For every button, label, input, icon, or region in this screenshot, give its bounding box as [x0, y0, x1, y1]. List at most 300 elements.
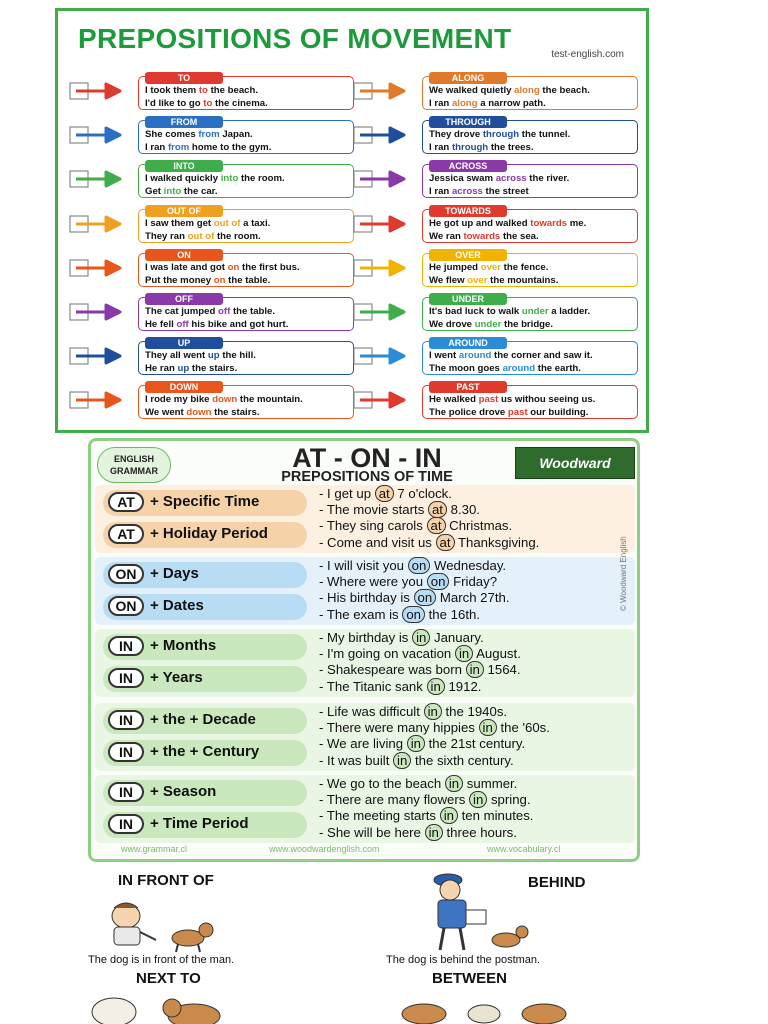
next-to-heading: NEXT TO — [136, 970, 201, 987]
sentence-part: Get — [145, 186, 164, 198]
sentence-part: - Shakespeare was born — [319, 662, 466, 678]
circled-preposition: in — [445, 775, 463, 792]
sentence-part: January. — [430, 630, 484, 645]
arrow-under-bridge-icon — [350, 294, 412, 330]
circled-preposition: in — [425, 824, 443, 841]
preposition-pill: ON — [108, 596, 144, 616]
sentence-part: the table. — [225, 274, 271, 286]
highlighted-preposition: over — [467, 274, 488, 286]
sentence-part: - The movie starts — [319, 502, 428, 518]
example-sentence — [145, 394, 303, 405]
sentence-part: us withou seeing us. — [498, 394, 596, 406]
time-example-sentence — [319, 736, 525, 751]
sentence-part: his bike and got hurt. — [188, 319, 289, 330]
sentence-part: the mountains. — [487, 274, 559, 286]
sentence-part: the cinema. — [212, 98, 268, 109]
highlighted-preposition: past — [478, 394, 499, 406]
highlighted-preposition: into — [163, 186, 182, 198]
sentence-part: The moon goes — [429, 363, 503, 375]
circled-preposition: in — [393, 752, 411, 769]
rule-text: + Specific Time — [150, 493, 260, 510]
time-footer — [95, 843, 635, 857]
sentence-part: - The Titanic sank — [319, 678, 427, 694]
example-sentence — [145, 129, 253, 140]
sentence-part: our building. — [527, 407, 589, 419]
highlighted-preposition: to — [203, 98, 213, 109]
preposition-tag: THROUGH — [429, 116, 507, 128]
sentence-part: - The exam is — [319, 606, 403, 622]
highlighted-preposition: off — [176, 319, 189, 330]
time-rule — [103, 522, 307, 548]
sentence-part: - Come and visit us — [319, 534, 436, 550]
circled-preposition: at — [436, 534, 455, 551]
example-sentence — [429, 218, 586, 229]
sentence-part: the table. — [230, 306, 276, 317]
arrow-towards-icon — [350, 206, 412, 242]
movement-example-card — [138, 161, 354, 198]
sentence-part: - She will be here — [319, 824, 425, 840]
sentence-part: three hours. — [442, 824, 517, 840]
preposition-tag: OUT OF — [145, 205, 223, 217]
example-sentence — [145, 350, 256, 361]
example-sentence — [145, 173, 285, 184]
sentence-part: I ran — [429, 98, 452, 109]
circled-preposition: on — [427, 573, 450, 590]
example-sentence — [145, 407, 259, 418]
time-rule — [103, 634, 307, 660]
sentence-part: the car. — [181, 186, 218, 198]
preposition-tag: TOWARDS — [429, 205, 507, 217]
highlighted-preposition: around — [458, 350, 492, 362]
example-sentence — [429, 275, 558, 286]
postman-with-dog-illustration — [416, 870, 566, 954]
preposition-tag: ACROSS — [429, 160, 507, 172]
sentence-part: the room. — [214, 230, 261, 242]
highlighted-preposition: across — [495, 173, 527, 185]
example-sentence — [429, 363, 581, 374]
time-rule — [103, 740, 307, 766]
time-example-sentence — [319, 808, 533, 823]
sentence-part: a taxi. — [240, 217, 271, 229]
time-example-sentence — [319, 590, 510, 605]
arrow-off-box-icon — [66, 294, 128, 330]
time-example-sentence — [319, 679, 481, 694]
english-grammar-badge: ENGLISH GRAMMAR — [97, 447, 171, 483]
sentence-part: the sea. — [500, 230, 539, 242]
sentence-part: The police drove — [429, 407, 508, 419]
sentence-part: March 27th. — [436, 590, 510, 606]
sentence-part: the beach. — [539, 85, 590, 96]
highlighted-preposition: across — [451, 186, 483, 198]
preposition-tag: TO — [145, 72, 223, 84]
sentence-part: We went — [145, 407, 187, 419]
highlighted-preposition: out of — [187, 230, 215, 242]
sentence-part: - There are many flowers — [319, 792, 470, 808]
movement-item-towards — [350, 204, 640, 244]
circled-preposition: in — [407, 735, 425, 752]
sentence-part: Wednesday. — [430, 558, 507, 573]
preposition-tag: FROM — [145, 116, 223, 128]
time-example-sentence — [319, 486, 452, 501]
circled-preposition: in — [455, 645, 473, 662]
movement-example-card — [422, 73, 638, 110]
highlighted-preposition: out of — [213, 217, 241, 229]
arrow-over-icon — [350, 250, 412, 286]
copyright-side-text: © Woodward English — [619, 536, 628, 611]
example-sentence — [429, 142, 534, 153]
man-with-dog-illustration — [104, 894, 244, 954]
highlighted-preposition: towards — [530, 217, 568, 229]
arrow-across-icon — [350, 161, 412, 197]
sentence-part: - I get up — [319, 486, 375, 501]
prepositions-of-place-illustrations — [74, 870, 664, 1024]
behind-heading: BEHIND — [528, 874, 586, 891]
example-sentence — [429, 394, 595, 405]
example-sentence — [429, 98, 546, 109]
movement-title: PREPOSITIONS OF MOVEMENT — [78, 23, 512, 54]
sentence-part: spring. — [487, 792, 531, 808]
highlighted-preposition: along — [451, 98, 478, 109]
sentence-part: the room. — [238, 173, 285, 185]
sentence-part: I ran — [429, 186, 452, 198]
arrow-down-hill-icon — [66, 382, 128, 418]
time-example-sentence — [319, 825, 517, 840]
preposition-pill: IN — [108, 636, 144, 656]
sentence-part: the earth. — [535, 363, 581, 375]
time-example-sentence — [319, 662, 521, 677]
movement-item-around — [350, 336, 640, 376]
time-rule — [103, 812, 307, 838]
circled-preposition: at — [428, 501, 447, 518]
time-title: AT - ON - IN — [292, 443, 442, 473]
sentence-part: He ran — [145, 363, 178, 375]
movement-example-card — [422, 117, 638, 154]
sentence-part: the river. — [526, 173, 570, 185]
sentence-part: The cat jumped — [145, 306, 219, 317]
movement-example-card — [138, 382, 354, 419]
example-sentence — [145, 142, 271, 153]
sentence-part: 1564. — [483, 662, 521, 678]
sentence-part: I'd like to go — [145, 98, 204, 109]
example-sentence — [145, 319, 288, 330]
preposition-tag: UNDER — [429, 293, 507, 305]
sentence-part: I ran — [145, 142, 168, 154]
movement-item-through — [350, 115, 640, 155]
rule-text: + Dates — [150, 597, 204, 614]
sentence-part: He jumped — [429, 261, 481, 273]
sentence-part: I took them — [145, 85, 199, 96]
sentence-part: ten minutes. — [457, 808, 534, 824]
highlighted-preposition: past — [507, 407, 528, 419]
in-front-of-heading: IN FRONT OF — [118, 872, 214, 889]
sentence-part: the 16th. — [424, 606, 480, 622]
sentence-part: I saw them get — [145, 217, 214, 229]
example-sentence — [145, 306, 275, 317]
sentence-part: Christmas. — [445, 518, 513, 534]
arrow-into-box-icon — [66, 161, 128, 197]
movement-item-over — [350, 248, 640, 288]
sentence-part: 8.30. — [446, 502, 480, 518]
time-example-sentence — [319, 502, 480, 517]
movement-example-card — [422, 382, 638, 419]
sentence-part: They all went — [145, 350, 208, 362]
preposition-tag: UP — [145, 337, 223, 349]
preposition-tag: AROUND — [429, 337, 507, 349]
circled-preposition: in — [424, 703, 442, 720]
sentence-part: Friday? — [449, 574, 498, 590]
sentence-part: - I'm going on vacation — [319, 646, 455, 662]
example-sentence — [429, 350, 593, 361]
sentence-part: the mountain. — [237, 394, 303, 406]
sentence-part: the corner and saw it. — [491, 350, 593, 362]
preposition-tag: ALONG — [429, 72, 507, 84]
sentence-part: He fell — [145, 319, 177, 330]
movement-item-out-of — [66, 204, 356, 244]
movement-item-past — [350, 380, 640, 420]
sentence-part: I walked quickly — [145, 173, 221, 185]
sentence-part: home to the gym. — [189, 142, 272, 154]
circled-preposition: in — [412, 629, 430, 646]
sentence-part: - His birthday is — [319, 590, 414, 606]
example-sentence — [145, 98, 268, 109]
movement-example-card — [422, 249, 638, 287]
highlighted-preposition: from — [167, 142, 190, 154]
example-sentence — [145, 186, 218, 197]
rule-text: + the + Century — [150, 743, 260, 760]
preposition-pill: IN — [108, 742, 144, 762]
example-sentence — [429, 85, 590, 96]
highlighted-preposition: off — [218, 306, 231, 317]
time-rule — [103, 780, 307, 806]
arrow-from-icon — [66, 117, 128, 153]
highlighted-preposition: under — [521, 306, 549, 317]
time-example-sentence — [319, 574, 497, 589]
highlighted-preposition: down — [186, 407, 212, 419]
preposition-tag: PAST — [429, 381, 507, 393]
preposition-pill: AT — [108, 524, 144, 544]
movement-example-card — [138, 117, 354, 154]
sentence-part: I ran — [429, 142, 452, 154]
movement-example-card — [422, 205, 638, 243]
circled-preposition: on — [408, 557, 431, 574]
time-example-sentence — [319, 630, 484, 645]
between-illustration — [394, 988, 574, 1024]
highlighted-preposition: up — [207, 350, 220, 362]
movement-item-into — [66, 159, 356, 199]
sentence-part: - There were many hippies — [319, 720, 479, 736]
sentence-part: We flew — [429, 274, 468, 286]
sentence-part: - My birthday is — [319, 630, 413, 645]
example-sentence — [429, 173, 569, 184]
arrow-out-of-box-icon — [66, 206, 128, 242]
movement-example-card — [422, 338, 638, 375]
rule-text: + Time Period — [150, 815, 249, 832]
arrows-around-icon — [350, 338, 412, 374]
highlighted-preposition: over — [480, 261, 501, 273]
preposition-tag: DOWN — [145, 381, 223, 393]
time-rule — [103, 562, 307, 588]
sentence-part: I was late and got — [145, 261, 228, 273]
footer-link-vocabulary[interactable]: www.vocabulary.cl — [487, 844, 561, 854]
sentence-part: a narrow path. — [477, 98, 546, 109]
sentence-part: the street — [482, 186, 529, 198]
movement-item-off — [66, 292, 356, 332]
highlighted-preposition: down — [212, 394, 238, 406]
rule-text: + Days — [150, 565, 199, 582]
circled-preposition: in — [469, 791, 487, 808]
highlighted-preposition: to — [198, 85, 208, 96]
rule-text: + Months — [150, 637, 217, 654]
sentence-part: - I will visit you — [319, 558, 408, 573]
time-group-at — [95, 485, 635, 553]
rule-text: + the + Decade — [150, 711, 256, 728]
example-sentence — [429, 306, 590, 317]
preposition-pill: AT — [108, 492, 144, 512]
sentence-part: They ran — [145, 230, 188, 242]
sentence-part: the tunnel. — [519, 129, 571, 141]
movement-item-to — [66, 71, 356, 111]
sentence-part: Thanksgiving. — [454, 534, 540, 550]
sentence-part: 1912. — [444, 678, 482, 694]
time-example-sentence — [319, 753, 514, 768]
highlighted-preposition: through — [482, 129, 520, 141]
sentence-part: the sixth century. — [411, 752, 514, 768]
example-sentence — [429, 262, 548, 273]
sentence-part: the trees. — [488, 142, 534, 154]
circled-preposition: in — [479, 719, 497, 736]
sentence-part: - It was built — [319, 752, 394, 768]
circled-preposition: in — [440, 807, 458, 824]
example-sentence — [145, 363, 237, 374]
sentence-part: - The meeting starts — [319, 808, 440, 824]
sentence-part: She comes — [145, 129, 199, 141]
preposition-pill: IN — [108, 814, 144, 834]
time-example-sentence — [319, 792, 531, 807]
time-group-in — [95, 775, 635, 843]
sentence-part: the stairs. — [211, 407, 260, 419]
circled-preposition: on — [402, 606, 425, 623]
movement-item-down — [66, 380, 356, 420]
sentence-part: the hill. — [219, 350, 256, 362]
example-sentence — [145, 262, 300, 273]
time-subtitle: PREPOSITIONS OF TIME — [281, 469, 453, 485]
movement-item-across — [350, 159, 640, 199]
movement-example-card — [138, 205, 354, 243]
time-rule — [103, 708, 307, 734]
sentence-part: He walked — [429, 394, 479, 406]
sentence-part: Japan. — [219, 129, 253, 141]
highlighted-preposition: towards — [463, 230, 501, 242]
sentence-part: August. — [473, 646, 521, 662]
sentence-part: 7 o'clock. — [393, 486, 452, 501]
preposition-pill: IN — [108, 668, 144, 688]
time-example-sentence — [319, 646, 521, 661]
example-sentence — [429, 129, 570, 140]
sentence-part: We walked quietly — [429, 85, 515, 96]
circled-preposition: on — [414, 589, 437, 606]
person-walking-past-icon — [350, 382, 412, 418]
example-sentence — [145, 275, 270, 286]
sentence-part: We drove — [429, 319, 475, 330]
behind-caption: The dog is behind the postman. — [386, 954, 541, 966]
movement-example-card — [138, 294, 354, 331]
sentence-part: They drove — [429, 129, 483, 141]
movement-example-card — [422, 294, 638, 331]
sentence-part: the 21st century. — [424, 736, 526, 752]
arrow-to-icon — [66, 73, 128, 109]
movement-item-along — [350, 71, 640, 111]
example-sentence — [145, 231, 261, 242]
rule-text: + Years — [150, 669, 203, 686]
prepositions-of-time-poster — [88, 438, 640, 862]
preposition-pill: IN — [108, 782, 144, 802]
sentence-part: the stairs. — [189, 363, 238, 375]
time-example-sentence — [319, 535, 539, 550]
time-example-sentence — [319, 776, 517, 791]
example-sentence — [429, 319, 553, 330]
arrow-up-hill-icon — [66, 338, 128, 374]
time-group-in — [95, 703, 635, 771]
time-group-on — [95, 557, 635, 625]
preposition-tag: OFF — [145, 293, 223, 305]
preposition-pill: ON — [108, 564, 144, 584]
movement-example-card — [138, 73, 354, 110]
sentence-part: the bridge. — [501, 319, 554, 330]
arrow-through-icon — [350, 117, 412, 153]
movement-example-card — [422, 161, 638, 198]
example-sentence — [429, 407, 588, 418]
sentence-part: He got up and walked — [429, 217, 531, 229]
footer-link-grammar[interactable]: www.grammar.cl — [121, 844, 188, 854]
circled-preposition: in — [427, 678, 445, 695]
sentence-part: - They sing carols — [319, 518, 427, 534]
preposition-pill: IN — [108, 710, 144, 730]
highlighted-preposition: up — [177, 363, 190, 375]
sentence-part: We ran — [429, 230, 464, 242]
movement-example-card — [138, 249, 354, 287]
sentence-part: Jessica swam — [429, 173, 496, 185]
sentence-part: - We go to the beach — [319, 776, 445, 791]
example-sentence — [429, 231, 539, 242]
preposition-tag: OVER — [429, 249, 507, 261]
highlighted-preposition: from — [198, 129, 220, 141]
time-example-sentence — [319, 720, 550, 735]
example-sentence — [145, 85, 258, 96]
movement-item-under — [350, 292, 640, 332]
movement-item-on — [66, 248, 356, 288]
sentence-part: the 1940s. — [441, 704, 508, 719]
highlighted-preposition: through — [451, 142, 489, 154]
sentence-part: Put the money — [145, 274, 214, 286]
next-to-illustration — [84, 988, 244, 1024]
circled-preposition: in — [466, 661, 484, 678]
movement-item-up — [66, 336, 356, 376]
highlighted-preposition: under — [474, 319, 502, 330]
sentence-part: I rode my bike — [145, 394, 213, 406]
sentence-part: me. — [567, 217, 587, 229]
circled-preposition: at — [427, 517, 446, 534]
example-sentence — [145, 218, 270, 229]
sentence-part: the fence. — [500, 261, 549, 273]
time-rule — [103, 490, 307, 516]
between-heading: BETWEEN — [432, 970, 507, 987]
example-sentence — [429, 186, 529, 197]
in-front-of-caption: The dog is in front of the man. — [88, 954, 235, 966]
sentence-part: - Where were you — [319, 574, 427, 590]
preposition-tag: ON — [145, 249, 223, 261]
footer-link-woodward[interactable]: www.woodwardenglish.com — [269, 844, 380, 854]
time-group-in — [95, 629, 635, 697]
